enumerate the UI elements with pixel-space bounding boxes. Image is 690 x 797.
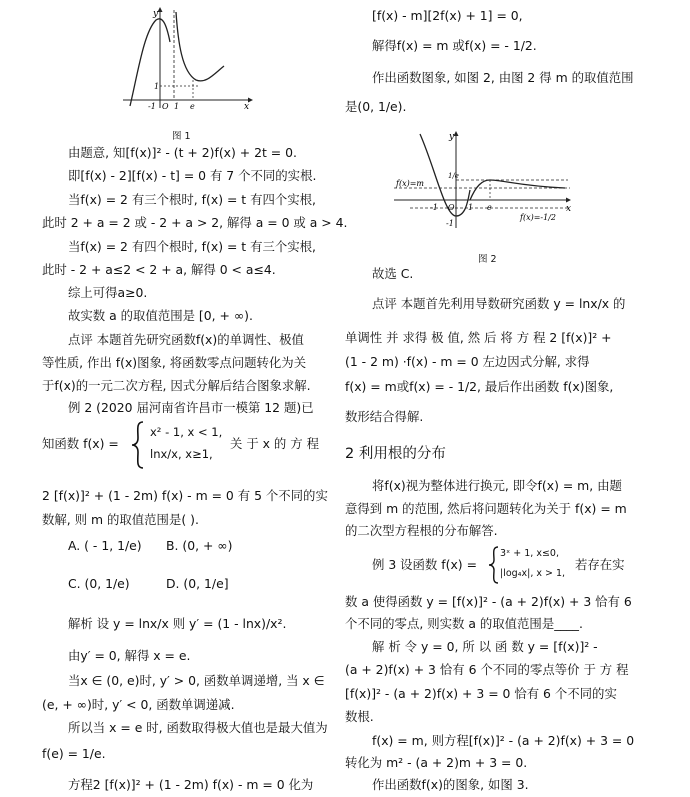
text-line: [f(x) - m][2f(x) + 1] = 0, bbox=[372, 8, 523, 23]
text-line: 个不同的零点, 则实数 a 的取值范围是____. bbox=[345, 616, 583, 631]
text-line: 若存在实 bbox=[575, 557, 625, 572]
option-a: A. ( - 1, 1/e) bbox=[68, 538, 142, 553]
fig2-neg1-label: -1 bbox=[430, 203, 438, 212]
text-line: 故实数 a 的取值范围是 [0, + ∞). bbox=[68, 308, 253, 323]
text-line: 数形结合得解. bbox=[345, 409, 424, 424]
text-line: 是(0, 1/e). bbox=[345, 99, 407, 114]
text-line: 知函数 f(x) = bbox=[42, 436, 119, 451]
text-line: 转化为 m² - (a + 2)m + 3 = 0. bbox=[345, 755, 528, 770]
fig1-y1-label: 1 bbox=[154, 82, 160, 91]
text-line: [f(x)]² - (a + 2)f(x) + 3 = 0 恰有 6 个不同的实 bbox=[345, 686, 617, 701]
text-line: 关 于 x 的 方 程 bbox=[230, 436, 319, 451]
text-line: 解得f(x) = m 或f(x) = - 1/2. bbox=[372, 38, 537, 53]
text-line: 解析 设 y = lnx/x 则 y′ = (1 - lnx)/x². bbox=[68, 616, 287, 631]
text-line: f(e) = 1/e. bbox=[42, 746, 106, 761]
fig2-y-label: y bbox=[449, 132, 455, 142]
text-line: 点评 本题首先研究函数f(x)的单调性、极值 bbox=[68, 332, 304, 347]
option-c: C. (0, 1/e) bbox=[68, 576, 130, 591]
figure-1 bbox=[118, 2, 253, 110]
section-heading: 2 利用根的分布 bbox=[345, 446, 446, 462]
fig2-one-label: 1 bbox=[468, 203, 474, 212]
figure-2 bbox=[390, 128, 575, 233]
fig1-one-label: 1 bbox=[174, 102, 180, 110]
text-line: 将f(x)视为整体进行换元, 即令f(x) = m, 由题 bbox=[372, 478, 622, 493]
text-line: 作出函数f(x)的图象, 如图 3. bbox=[372, 777, 529, 792]
text-line: 由y′ = 0, 解得 x = e. bbox=[68, 648, 191, 663]
text-line: 作出函数图象, 如图 2, 由图 2 得 m 的取值范围 bbox=[372, 70, 634, 85]
text-line: 综上可得a≥0. bbox=[68, 285, 148, 300]
text-line: 数根. bbox=[345, 709, 374, 724]
text-line: 解 析 令 y = 0, 所 以 函 数 y = [f(x)]² - bbox=[372, 639, 598, 654]
text-line: 当x ∈ (0, e)时, y′ > 0, 函数单调递增, 当 x ∈ bbox=[68, 673, 325, 688]
fig2-e-label: e bbox=[487, 203, 492, 212]
text-line: 于f(x)的一元二次方程, 因式分解后结合图象求解. bbox=[42, 378, 311, 393]
fig1-y-label: y bbox=[153, 9, 159, 19]
fig2-fhalf-label: f(x)=-1/2 bbox=[520, 213, 556, 222]
text-line: 此时 - 2 + a≤2 < 2 + a, 解得 0 < a≤4. bbox=[42, 262, 276, 277]
text-line: f(x) = m, 则方程[f(x)]² - (a + 2)f(x) + 3 = 0 bbox=[372, 733, 635, 748]
fig1-neg1-label: -1 bbox=[148, 102, 156, 110]
text-line: 当f(x) = 2 有四个根时, f(x) = t 有三个实根, bbox=[68, 239, 316, 254]
text-line: f(x) = m或f(x) = - 1/2, 最后作出函数 f(x)图象, bbox=[345, 379, 614, 394]
piecewise-line-1: x² - 1, x < 1, bbox=[150, 425, 223, 439]
right-brace bbox=[487, 545, 501, 585]
fig2-x-label: x bbox=[566, 204, 572, 214]
text-line: 的二次型方程根的分布解答. bbox=[345, 523, 498, 538]
text-line: 由题意, 知[f(x)]² - (t + 2)f(x) + 2t = 0. bbox=[68, 145, 297, 160]
ex3-piece-2: |log₄x|, x > 1, bbox=[500, 568, 566, 579]
text-line: 等性质, 作出 f(x)图象, 将函数零点问题转化为关 bbox=[42, 355, 307, 370]
figure-1-caption: 图 1 bbox=[172, 131, 191, 142]
text-line: (a + 2)f(x) + 3 恰有 6 个不同的零点等价 于 方 程 bbox=[345, 662, 629, 677]
text-line: 数 a 使得函数 y = [f(x)]² - (a + 2)f(x) + 3 恰有 6 bbox=[345, 594, 632, 609]
text-line: 意得到 m 的范围, 然后将问题转化为关于 f(x) = m bbox=[345, 501, 627, 516]
text-line: 2 [f(x)]² + (1 - 2m) f(x) - m = 0 有 5 个不同的实 bbox=[42, 488, 328, 503]
text-line: 方程2 [f(x)]² + (1 - 2m) f(x) - m = 0 化为 bbox=[68, 777, 314, 792]
text-line: 单调性 并 求得 极 值, 然 后 将 方 程 2 [f(x)]² + bbox=[345, 330, 612, 345]
fig2-inv-e-label: 1/e bbox=[448, 172, 459, 180]
text-line: 数解, 则 m 的取值范围是( ). bbox=[42, 512, 199, 527]
text-line: (1 - 2 m) ·f(x) - m = 0 左边因式分解, 求得 bbox=[345, 354, 590, 369]
text-line: 当f(x) = 2 有三个根时, f(x) = t 有四个实根, bbox=[68, 192, 316, 207]
text-line: 即[f(x) - 2][f(x) - t] = 0 有 7 个不同的实根. bbox=[68, 168, 317, 183]
text-line: (e, + ∞)时, y′ < 0, 函数单调递减. bbox=[42, 697, 235, 712]
fig1-x-label: x bbox=[244, 102, 250, 110]
fig1-origin-label: O bbox=[162, 102, 169, 110]
text-line: 点评 本题首先利用导数研究函数 y = lnx/x 的 bbox=[372, 296, 626, 311]
text-line: 例 3 设函数 f(x) = bbox=[372, 557, 477, 572]
fig1-e-label: e bbox=[190, 102, 195, 110]
text-line: 例 2 (2020 届河南省许昌市一模第 12 题)已 bbox=[68, 400, 314, 415]
option-b: B. (0, + ∞) bbox=[166, 538, 233, 553]
fig2-fm-label: f(x)=m bbox=[396, 179, 425, 188]
option-d: D. (0, 1/e] bbox=[166, 576, 229, 591]
text-line: 所以当 x = e 时, 函数取得极大值也是最大值为 bbox=[68, 720, 328, 735]
left-brace bbox=[130, 420, 146, 470]
text-line: 此时 2 + a = 2 或 - 2 + a > 2, 解得 a = 0 或 a > 4. bbox=[42, 215, 348, 230]
fig2-origin-label: O bbox=[448, 203, 455, 212]
piecewise-line-2: lnx/x, x≥1, bbox=[150, 447, 213, 461]
text-line: 故选 C. bbox=[372, 266, 414, 281]
ex3-piece-1: 3ˣ + 1, x≤0, bbox=[500, 548, 559, 559]
fig2-neg1y-label: -1 bbox=[446, 219, 454, 228]
figure-2-caption: 图 2 bbox=[478, 254, 497, 265]
